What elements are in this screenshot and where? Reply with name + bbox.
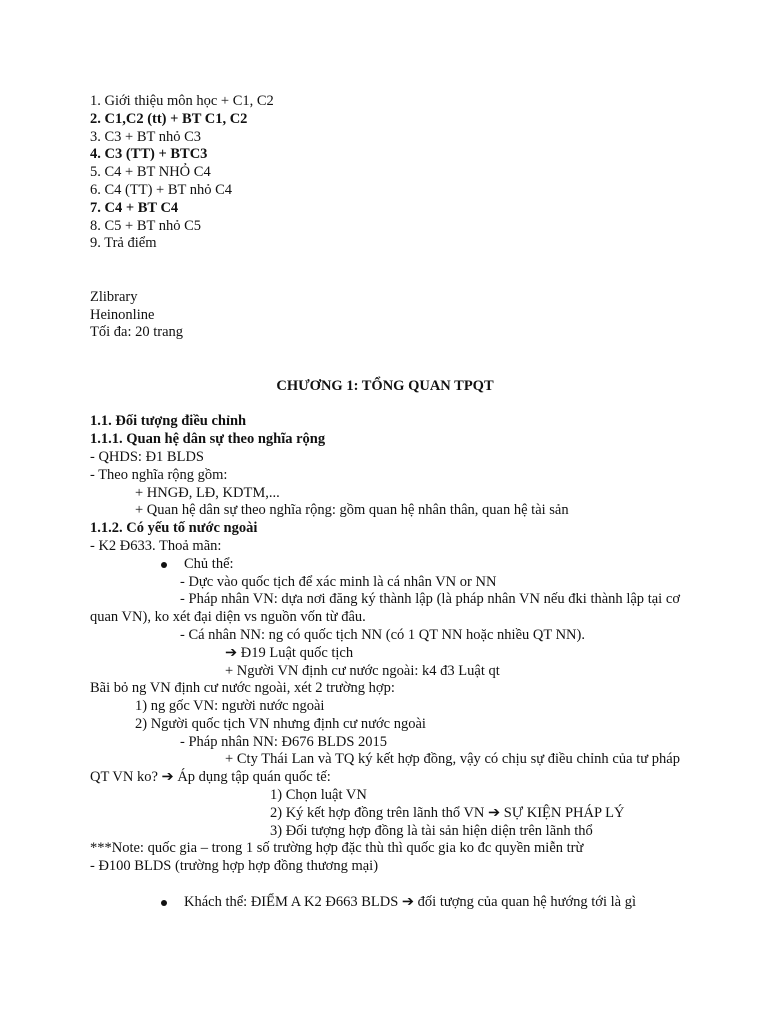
schedule-item-1: 1. Giới thiệu môn học + C1, C2 [90,93,274,109]
text-line: 2) Người quốc tịch VN nhưng định cư nước ngoài [135,715,426,732]
resource-heinonline: Heinonline [90,306,155,323]
schedule-item-6: 6. C4 (TT) + BT nhỏ C4 [90,181,233,198]
text-line: - Đ100 BLDS (trường hợp hợp đồng thương mại) [90,858,379,875]
text-line: - Cá nhân NN: ng có quốc tịch NN (có 1 QT NN hoặc nhiều QT NN). [180,626,585,643]
bullet-item-subject [90,556,680,574]
text-line: + Quan hệ dân sự theo nghĩa rộng: gồm quan hệ nhân thân, quan hệ tài sản [135,502,569,519]
text-line: - Pháp nhân VN: dựa nơi đăng ký thành lập (là pháp nhân VN nếu đki thành lập tại cơ quan VN), ko xét đại diện vs nguồn vốn từ đâu. [90,591,680,626]
schedule-list [90,93,680,253]
note-line: ***Note: quốc gia – trong 1 số trường hợp đặc thù thì quốc gia ko đc quyền miễn trừ [90,840,584,857]
text-line: - Dực vào quốc tịch để xác minh là cá nhân VN or NN [180,573,497,590]
document-page [90,93,680,912]
schedule-item-2: 2. C1,C2 (tt) + BT C1, C2 [90,110,248,127]
chapter-title: CHƯƠNG 1: TỔNG QUAN TPQT [276,377,494,394]
resources-list [90,289,680,342]
bullet-icon [161,900,167,906]
text-line: ➔ Đ19 Luật quốc tịch [225,644,354,661]
text-line: - Pháp nhân NN: Đ676 BLDS 2015 [180,733,388,750]
schedule-item-4: 4. C3 (TT) + BTC3 [90,146,208,163]
text-line: + HNGĐ, LĐ, KDTM,... [135,484,280,501]
bullet-text: Khách thể: ĐIỂM A K2 Đ663 BLDS ➔ đối tượng của quan hệ hướng tới là gì [184,893,636,910]
resource-zlibrary: Zlibrary [90,288,138,305]
text-line: + Cty Thái Lan và TQ ký kết hợp đồng, vậy có chịu sự điều chỉnh của tư pháp QT VN ko? ➔ Áp dụng tập quán quốc tế: [90,751,680,786]
section-heading-1-1-1: 1.1.1. Quan hệ dân sự theo nghĩa rộng [90,431,326,448]
text-line: Bãi bỏ ng VN định cư nước ngoài, xét 2 trường hợp: [90,680,395,697]
section-heading-1-1-2: 1.1.2. Có yếu tố nước ngoài [90,520,258,537]
schedule-item-8: 8. C5 + BT nhỏ C5 [90,217,202,234]
text-line: 2) Ký kết hợp đồng trên lãnh thổ VN ➔ SỰ KIỆN PHÁP LÝ [270,804,625,821]
schedule-item-9: 9. Trả điểm [90,235,157,252]
bullet-text: Chủ thể: [184,555,234,572]
schedule-item-7: 7. C4 + BT C4 [90,199,179,216]
resource-page-limit: Tối đa: 20 trang [90,324,184,341]
bullet-item-object [90,894,680,912]
text-line: + Người VN định cư nước ngoài: k4 đ3 Luật qt [225,662,500,679]
section-heading-1-1: 1.1. Đối tượng điều chỉnh [90,413,247,430]
bullet-icon [161,562,167,568]
text-line: - K2 Đ633. Thoả mãn: [90,537,222,554]
text-line: - QHDS: Đ1 BLDS [90,448,204,465]
schedule-item-3: 3. C3 + BT nhỏ C3 [90,128,202,145]
text-line: 3) Đối tượng hợp đồng là tài sản hiện diện trên lãnh thổ [270,822,593,839]
text-line: 1) ng gốc VN: người nước ngoài [135,698,325,715]
text-line: - Theo nghĩa rộng gồm: [90,466,228,483]
text-line: 1) Chọn luật VN [270,787,367,804]
schedule-item-5: 5. C4 + BT NHỎ C4 [90,164,211,181]
